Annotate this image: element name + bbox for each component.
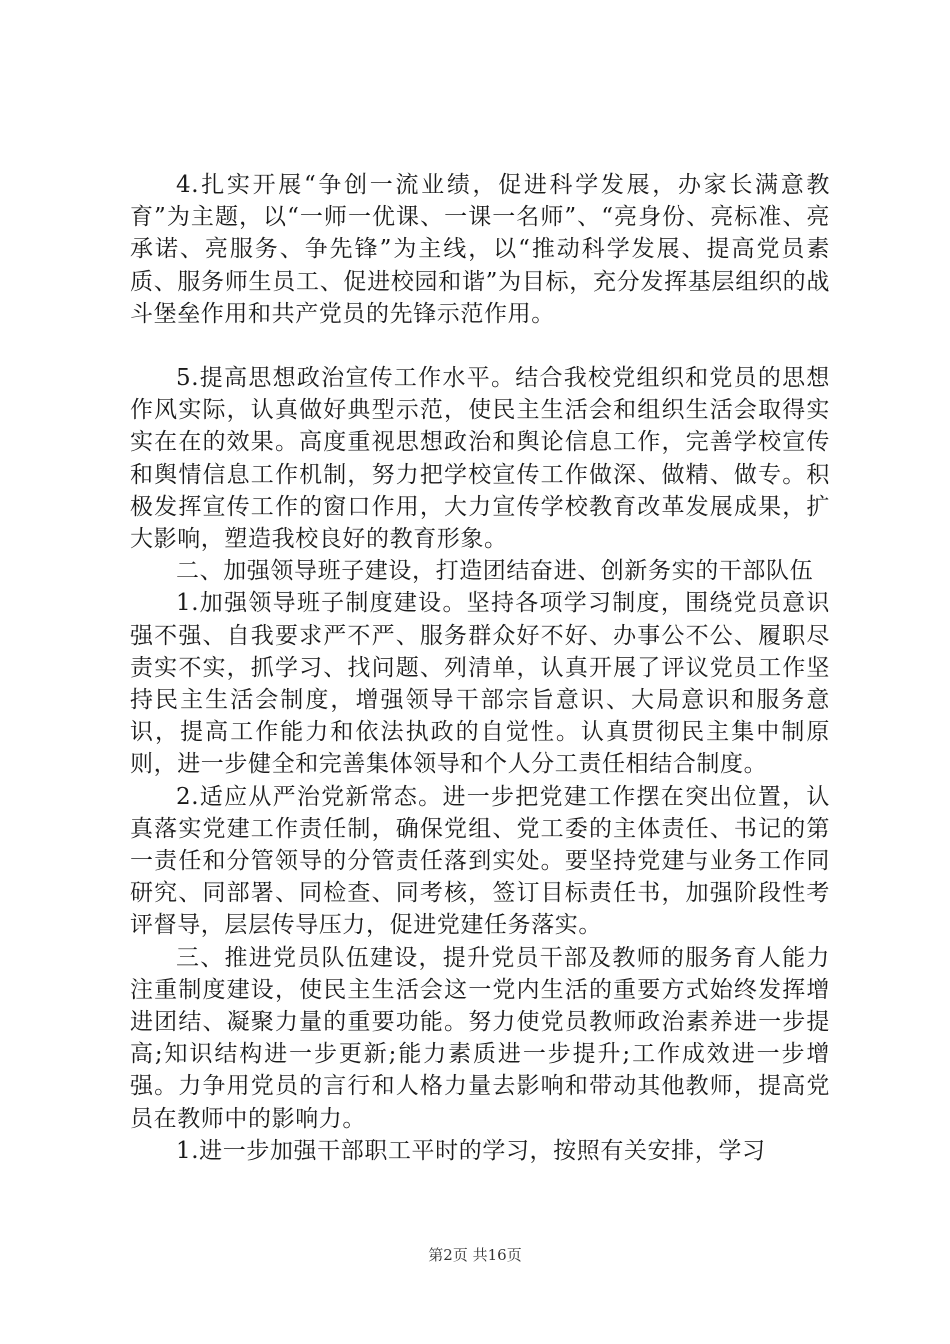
paragraph-gap [130,330,830,362]
paragraph-section3-item-1: 1.进一步加强干部职工平时的学习，按照有关安排，学习 [176,1137,766,1164]
paragraph-section2-item-2: 2.适应从严治党新常态。进一步把党建工作摆在突出位置，认真落实党建工作责任制，确保党组、党工委的主体责任、书记的第一责任和分管领导的分管责任落到实处。要坚持党建与业务工作同研究、同部署、同检查、同考核，签订目标责任书，加强阶段性考评督导，层层传导压力，促进党建任务落实。 [130,783,830,939]
section-heading-3: 三、推进党员队伍建设，提升党员干部及教师的服务育人能力注重制度建设，使民主生活会这一党内生活的重要方式始终发挥增进团结、凝聚力量的重要功能。努力使党员教师政治素养进一步提高;知识结构进一步更新;能力素质进一步提升;工作成效进一步增强。力争用党员的言行和人格力量去影响和带动其他教师，提高党员在教师中的影响力。 [130,944,830,1132]
paragraph-section2-item-1: 1.加强领导班子制度建设。坚持各项学习制度，围绕党员意识强不强、自我要求严不严、服务群众好不好、办事公不公、履职尽责实不实，抓学习、找问题、列清单，认真开展了评议党员工作坚持民主生活会制度，增强领导干部宗旨意识、大局意识和服务意识，提高工作能力和依法执政的自觉性。认真贯彻民主集中制原则，进一步健全和完善集体领导和个人分工责任相结合制度。 [130,590,830,778]
section-heading-2: 二、加强领导班子建设，打造团结奋进、创新务实的干部队伍 [176,558,814,585]
document-body [130,169,830,1167]
paragraph-item-5: 5.提高思想政治宣传工作水平。结合我校党组织和党员的思想作风实际，认真做好典型示范，使民主生活会和组织生活会取得实实在在的效果。高度重视思想政治和舆论信息工作，完善学校宣传和舆情信息工作机制，努力把学校宣传工作做深、做精、做专。积极发挥宣传工作的窗口作用，大力宣传学校教育改革发展成果，扩大影响，塑造我校良好的教育形象。 [130,365,830,553]
paragraph-item-4: 4.扎实开展“争创一流业绩，促进科学发展，办家长满意教育”为主题，以“一师一优课、一课一名师”、“亮身份、亮标准、亮承诺、亮服务、争先锋”为主线，以“推动科学发展、提高党员素质、服务师生员工、促进校园和谐”为目标，充分发挥基层组织的战斗堡垒作用和共产党员的先锋示范作用。 [130,172,830,327]
page-number-footer: 第2页 共16页 [428,1246,522,1264]
